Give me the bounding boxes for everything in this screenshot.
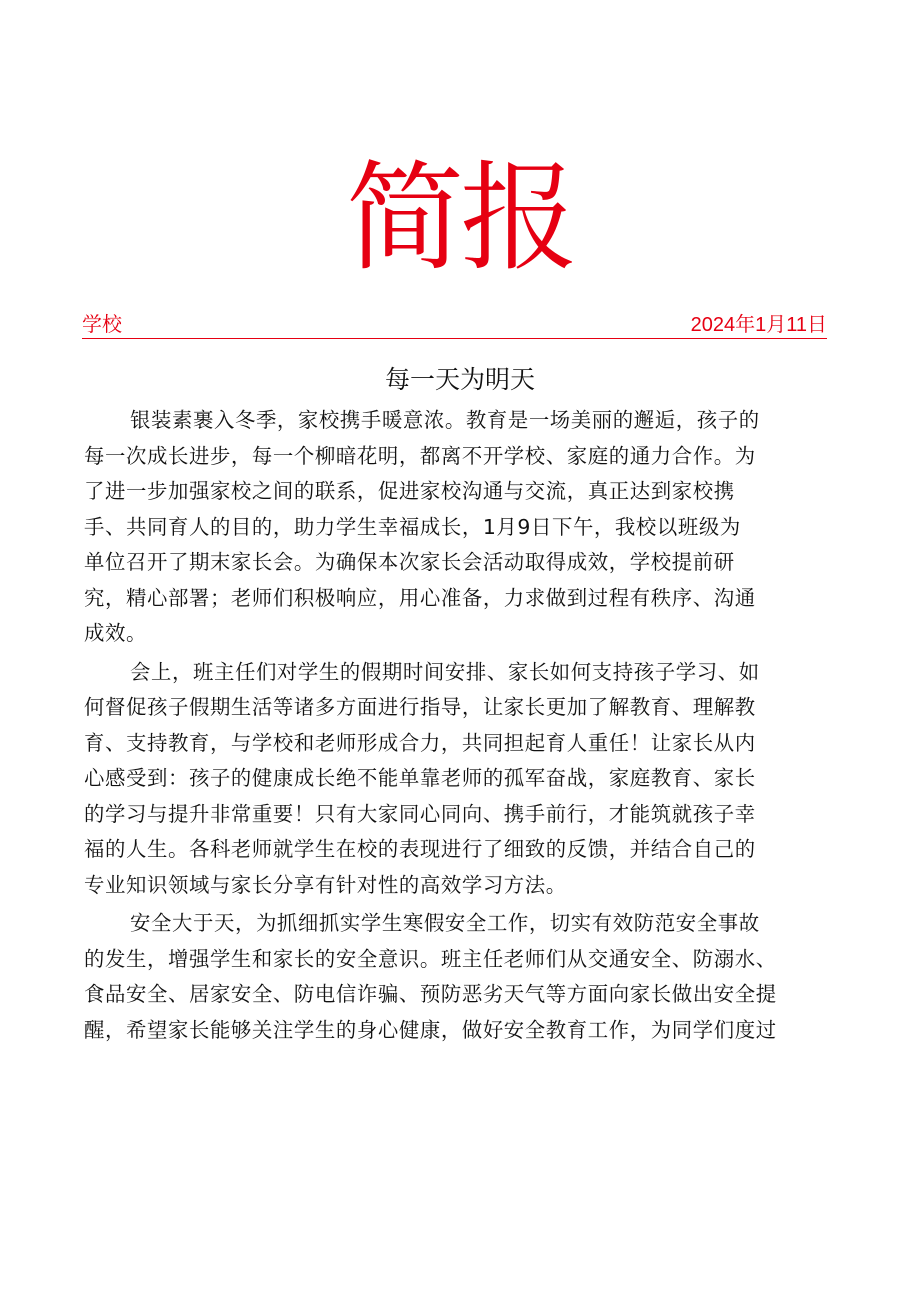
paragraph-line: 成效。 (84, 621, 147, 645)
masthead-title: 简报 (345, 149, 574, 287)
paragraph-line: 的学习与提升非常重要！只有大家同心同向、携手前行，才能筑就孩子幸 (84, 801, 756, 826)
paragraph-line: 专业知识领域与家长分享有针对性的高效学习方法。 (84, 872, 567, 897)
paragraph-line: 食品安全、居家安全、防电信诈骗、预防恶劣天气等方面向家长做出安全提 (84, 982, 777, 1006)
paragraph-line: 手、共同育人的目的，助力学生幸福成长，1月9日下午，我校以班级为 (84, 514, 741, 539)
paragraph-line: 醒，希望家长能够关注学生的身心健康，做好安全教育工作，为同学们度过 (84, 1017, 777, 1042)
paragraph-line: 心感受到：孩子的健康成长绝不能单靠老师的孤军奋战，家庭教育、家长 (84, 766, 756, 790)
paragraph-line: 会上，班主任们对学生的假期时间安排、家长如何支持孩子学习、如 (130, 659, 760, 684)
paragraph-line: 的发生，增强学生和家长的安全意识。班主任老师们从交通安全、防溺水、 (84, 946, 777, 971)
school-label: 学校 (82, 314, 122, 336)
paragraph-line: 每一次成长进步，每一个柳暗花明，都离不开学校、家庭的通力合作。为 (84, 443, 756, 468)
paragraph-line: 银装素裹入冬季，家校携手暖意浓。教育是一场美丽的邂逅，孩子的 (130, 408, 760, 432)
article-headline: 每一天为明天 (384, 365, 535, 394)
paragraph-line: 育、支持教育，与学校和老师形成合力，共同担起育人重任！让家长从内 (84, 730, 756, 755)
paragraph-line: 安全大于天，为抓细抓实学生寒假安全工作，切实有效防范安全事故 (130, 911, 760, 935)
paragraph-line: 究，精心部署；老师们积极响应，用心准备，力求做到过程有秩序、沟通 (84, 585, 756, 610)
paragraph-line: 了进一步加强家校之间的联系，促进家校沟通与交流，真正达到家校携 (84, 479, 735, 503)
paragraph-line: 单位召开了期末家长会。为确保本次家长会活动取得成效，学校提前研 (84, 550, 735, 574)
issue-date: 2024年1月11日 (690, 314, 827, 336)
paragraph-line: 何督促孩子假期生活等诸多方面进行指导，让家长更加了解教育、理解教 (84, 695, 756, 719)
paragraph-line: 福的人生。各科老师就学生在校的表现进行了细致的反馈，并结合自己的 (84, 837, 756, 861)
info-line (82, 312, 827, 339)
article-body (84, 403, 834, 1048)
